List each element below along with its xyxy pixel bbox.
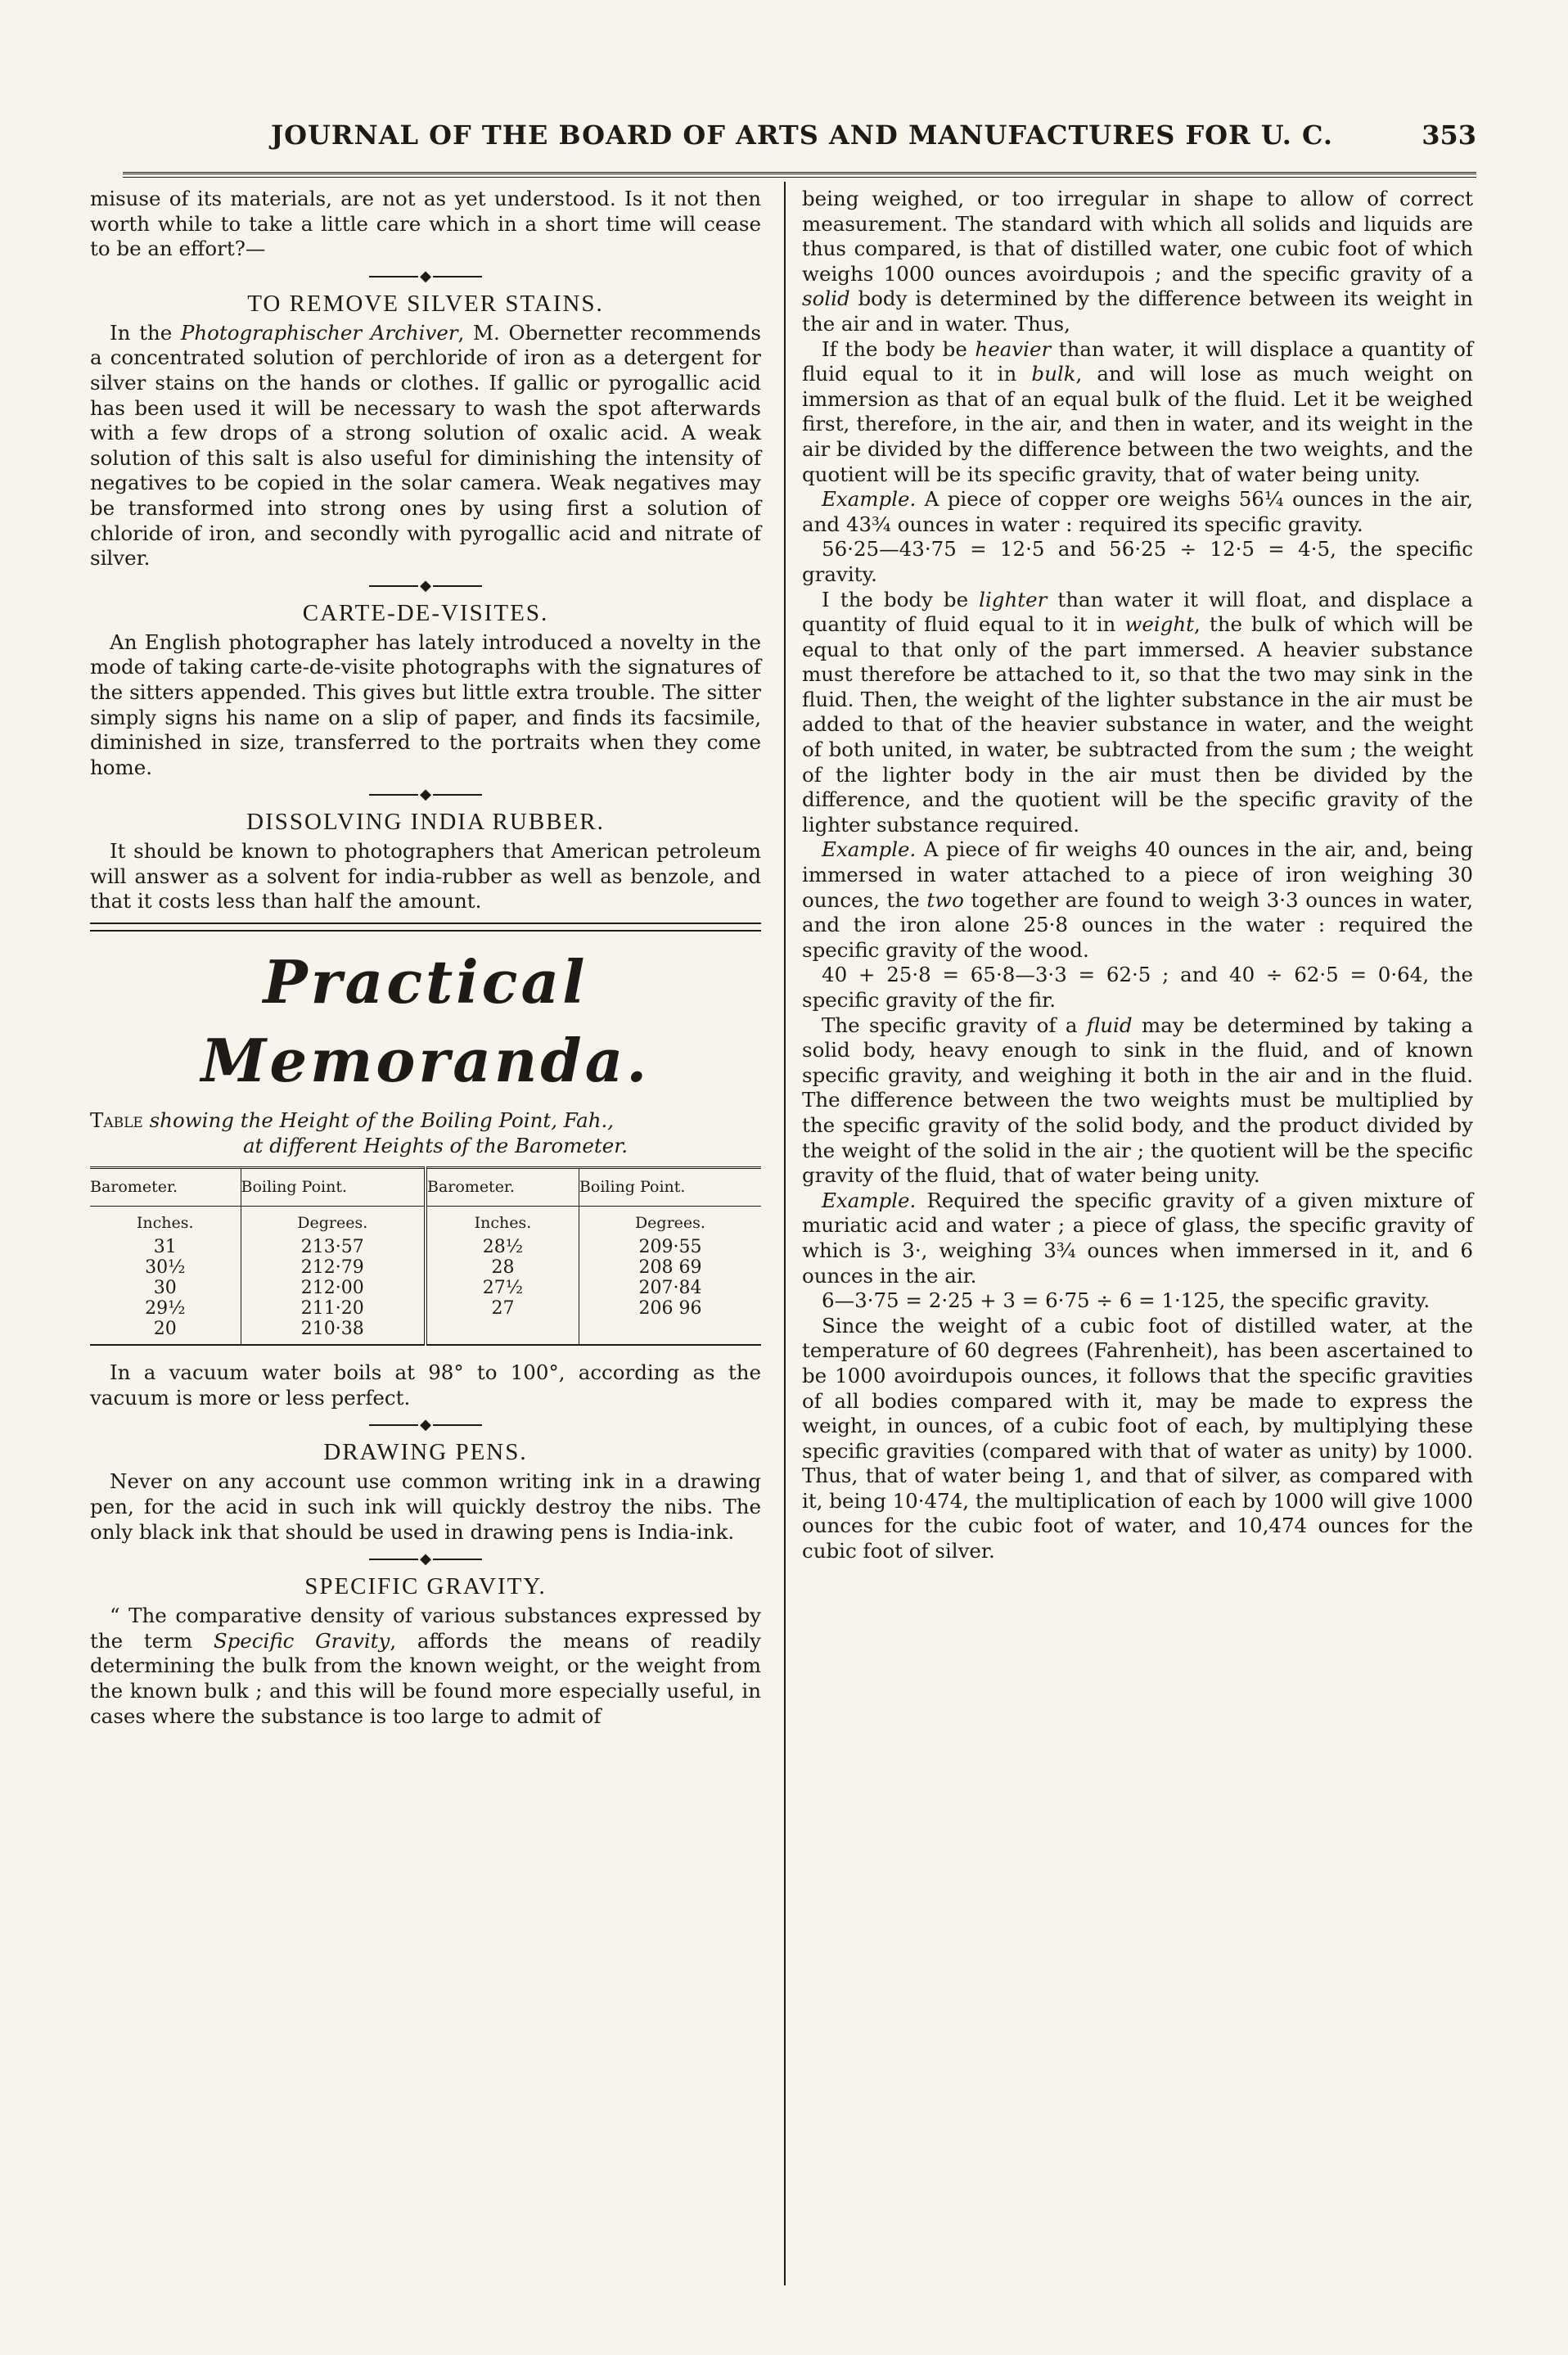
specific-gravity-paragraph [90, 1604, 761, 1729]
memoranda-rule [90, 923, 761, 932]
table-units-row [90, 1207, 761, 1238]
silver-stains-text-b: , M. Obernetter recommends a concentrated solution of perchloride of iron as a detergent for silver stains on the hands or clothes. If gallic or pyrogallic acid has been used it will be necessary to wash the spot afterwards with a few drops of a strong solution of oxalic acid. A weak solution of this salt is also useful for diminishing the intensity of negatives to be copied in the solar camera. Weak negatives may be transformed into strong ones by using first a solution of chloride of iron, and secondly with pyrogallic acid and nitrate of silver. [90, 320, 761, 571]
table-unit: Degrees. [241, 1207, 426, 1238]
running-header [123, 120, 1476, 169]
table-header-row [90, 1168, 761, 1207]
table-header: Barometer. [426, 1168, 579, 1207]
heavier-emph: heavier [975, 336, 1052, 361]
weight-emph: weight [1124, 612, 1195, 637]
fluid-text-a: The specific gravity of a [822, 1013, 1087, 1037]
section-title-silver-stains: TO REMOVE SILVER STAINS. [247, 290, 604, 317]
india-rubber-paragraph: It should be known to photographers that American petroleum will answer as a solvent for india-rubber as well as benzole, and that it costs less than half the amount. [90, 839, 761, 914]
header-rule [123, 172, 1476, 178]
running-title: JOURNAL OF THE BOARD OF ARTS AND MANUFACTURES FOR U. C. [270, 120, 1334, 151]
section-ornament: ◆ [90, 785, 761, 805]
table-cell: 212·79 [241, 1257, 426, 1278]
example-1-label: Example. [822, 487, 917, 512]
table-cell: 212·00 [241, 1278, 426, 1298]
specific-gravity-text-a: “ The comparative density of various substances expressed by the term [90, 1604, 761, 1653]
table-caption-label: Table [90, 1108, 143, 1133]
table-row [90, 1319, 761, 1345]
table-row [90, 1237, 761, 1257]
table-cell: 208 69 [638, 1257, 702, 1279]
example-3-paragraph [802, 1189, 1473, 1288]
table-cell: 28½ [426, 1237, 579, 1257]
heavier-text-b: than water, it will displace a quantity of fluid equal to it in [802, 336, 1473, 386]
table-cell [426, 1319, 579, 1345]
table-unit: Inches. [90, 1207, 241, 1238]
column-divider [784, 182, 786, 2285]
heavier-body-paragraph [802, 337, 1473, 488]
silver-stains-text-a: In the [110, 320, 181, 345]
table-header: Barometer. [90, 1168, 241, 1207]
specific-gravity-term: Specific Gravity [213, 1628, 390, 1653]
bulk-emph: bulk [1031, 362, 1076, 386]
section-ornament: ◆ [90, 1550, 761, 1569]
table-unit: Inches. [426, 1207, 579, 1238]
memoranda-heading: Practical Memoranda. [201, 947, 651, 1096]
table-cell: 209·55 [638, 1237, 702, 1258]
table-row [90, 1278, 761, 1298]
right-column [802, 187, 1473, 1564]
table-caption-text-a: showing the Height of the Boiling Point, Fah., [149, 1108, 615, 1133]
table-row [90, 1257, 761, 1278]
table-cell: 27½ [426, 1278, 579, 1298]
table-cell: 213·57 [241, 1237, 426, 1257]
table-cell: 20 [90, 1319, 241, 1345]
page-number: 353 [1422, 120, 1476, 151]
continued-paragraph [802, 187, 1473, 337]
lighter-text-b: than water it will float, and displace a quantity of fluid equal to it in [802, 587, 1473, 637]
table-cell: 206 96 [638, 1298, 702, 1320]
silver-stains-source: Photographischer Archiver [180, 320, 458, 345]
fluid-emph: fluid [1086, 1013, 1133, 1037]
example-2-text-b: together are found to weigh 3·3 ounces in water, and the iron alone 25·8 ounces in the water : required the specific gravity of the wood. [802, 887, 1473, 962]
lighter-text-c: , the bulk of which will be equal to that only of the part immersed. A heavier substance must therefore be attached to it, so that the two may sink in the fluid. Then, the weight of the lighter substance in the air must be added to that of the heavier substance in water, and the weight of both united, in water, be subtracted from the sum ; the weight of the lighter body in the air must then be divided by the difference, and the quotient will be the specific gravity of the lighter substance required. [802, 612, 1473, 837]
table-unit: Degrees. [634, 1214, 705, 1233]
example-2-two: two [926, 887, 964, 912]
table-cell: 31 [90, 1237, 241, 1257]
example-2-label: Example. [822, 837, 917, 862]
carte-de-visites-paragraph: An English photographer has lately introduced a novelty in the mode of taking carte-de-visite photographs with the signatures of the sitters appended. This gives but little extra trouble. The sitter simply signs his name on a slip of paper, and finds its facsimile, diminished in size, transferred to the portraits when they come home. [90, 629, 761, 779]
lighter-emph: lighter [979, 587, 1048, 611]
section-ornament: ◆ [90, 576, 761, 596]
example-1-text: A piece of copper ore weighs 56¼ ounces in the air, and 43¾ ounces in water : required its specific gravity. [802, 487, 1473, 536]
example-2-paragraph [802, 837, 1473, 963]
table-row [90, 1298, 761, 1319]
table-cell: 30 [90, 1278, 241, 1298]
table-cell: 210·38 [241, 1319, 426, 1345]
heavier-text-a: If the body be [822, 336, 975, 361]
drawing-pens-paragraph: Never on any account use common writing ink in a drawing pen, for the acid in such ink will quickly destroy the nibs. The only black ink that should be used in drawing pens is India-ink. [90, 1469, 761, 1544]
section-title-drawing-pens: DRAWING PENS. [323, 1439, 528, 1466]
left-column [90, 187, 761, 1729]
boiling-point-table [90, 1166, 761, 1346]
example-2-calculation: 40 + 25·8 = 65·8—3·3 = 62·5 ; and 40 ÷ 62·5 = 0·64, the specific gravity of the fir. [802, 963, 1473, 1012]
table-cell: 29½ [90, 1298, 241, 1319]
continued-text-b: body is determined by the difference between its weight in the air and in water. Thus, [802, 286, 1473, 336]
table-caption-line-1 [90, 1108, 761, 1134]
example-3-text: Required the specific gravity of a given mixture of muriatic acid and water ; a piece of glass, the specific gravity of which is 3·, weighing 3¾ ounces when immersed in it, and 6 ounces in the air. [802, 1188, 1473, 1288]
example-1-calculation: 56·25—43·75 = 12·5 and 56·25 ÷ 12·5 = 4·5, the specific gravity. [802, 537, 1473, 586]
cubic-foot-paragraph: Since the weight of a cubic foot of distilled water, at the temperature of 60 degrees (Fahrenheit), has been ascertained to be 1000 avoirdupois ounces, it follows that the specific gravities of all bodies compared with it, may be made to express the weight, in ounces, of a cubic foot of each, by multiplying these specific gravities (compared with that of water as unity) by 1000. Thus, that of water being 1, and that of silver, as compared with it, being 10·474, the multiplication of each by 1000 will give 1000 ounces for the cubic foot of water, and 10,474 ounces for the cubic foot of silver. [802, 1313, 1473, 1563]
section-ornament: ◆ [90, 1415, 761, 1435]
continued-text-a: being weighed, or too irregular in shape to allow of correct measurement. The standard with which all solids and liquids are thus compared, is that of distilled water, one cubic foot of which weighs 1000 ounces avoirdupois ; and the specific gravity of a [802, 187, 1473, 286]
fluid-text-b: may be determined by taking a solid body, heavy enough to sink in the fluid, and of known specific gravity, and weighing it both in the air and in the fluid. The difference between the two weights must be multiplied by the specific gravity of the solid body, and the product divided by the weight of the solid in the air ; the quotient will be the specific gravity of the fluid, that of water being unity. [802, 1013, 1473, 1188]
table-caption-text-b: at different Heights of the Barometer. [242, 1133, 629, 1157]
section-title-carte-de-visites: CARTE-DE-VISITES. [302, 599, 549, 626]
example-1-paragraph [802, 487, 1473, 537]
section-title-india-rubber: DISSOLVING INDIA RUBBER. [246, 809, 605, 836]
example-3-label: Example. [822, 1188, 917, 1212]
table-cell: 211·20 [241, 1298, 426, 1319]
vacuum-note: In a vacuum water boils at 98° to 100°, according as the vacuum is more or less perfect. [90, 1360, 761, 1410]
table-header: Boiling Point. [579, 1168, 761, 1207]
table-header: Boiling Point. [241, 1168, 426, 1207]
table-cell: 207·84 [638, 1278, 702, 1299]
section-title-specific-gravity: SPECIFIC GRAVITY. [304, 1573, 547, 1600]
example-3-calculation: 6—3·75 = 2·25 + 3 = 6·75 ÷ 6 = 1·125, the specific gravity. [822, 1288, 1431, 1313]
silver-stains-paragraph [90, 321, 761, 571]
example-2-text-a: A piece of fir weighs 40 ounces in the air, and, being immersed in water attached to a piece of iron weighing 30 ounces, the [802, 837, 1473, 912]
section-ornament: ◆ [90, 267, 761, 286]
lighter-body-paragraph [802, 588, 1473, 838]
lighter-text-a: I the body be [822, 587, 980, 611]
table-cell: 27 [426, 1298, 579, 1319]
heavier-text-c: , and will lose as much weight on immersion as that of an equal bulk of the fluid. Let it be weighed first, therefore, in the air, and then in water, and its weight in the air be divided by the difference between the two weights, and the quotient will be its specific gravity, that of water being unity. [802, 362, 1474, 486]
table-caption-line-2 [90, 1134, 761, 1159]
table-cell: 28 [426, 1257, 579, 1278]
table-caption [90, 1108, 761, 1158]
specific-gravity-text-b: , affords the means of readily determining the bulk from the known weight, or the weight from the known bulk ; and this will be found more especially useful, in cases where the substance is too large to admit of [90, 1628, 761, 1728]
intro-paragraph: misuse of its materials, are not as yet understood. Is it not then worth while to take a little care which in a short time will cease to be an effort?— [90, 187, 761, 261]
table-cell: 30½ [90, 1257, 241, 1278]
fluid-gravity-paragraph [802, 1013, 1473, 1189]
continued-solid: solid [802, 286, 850, 311]
table-cell [579, 1319, 761, 1345]
